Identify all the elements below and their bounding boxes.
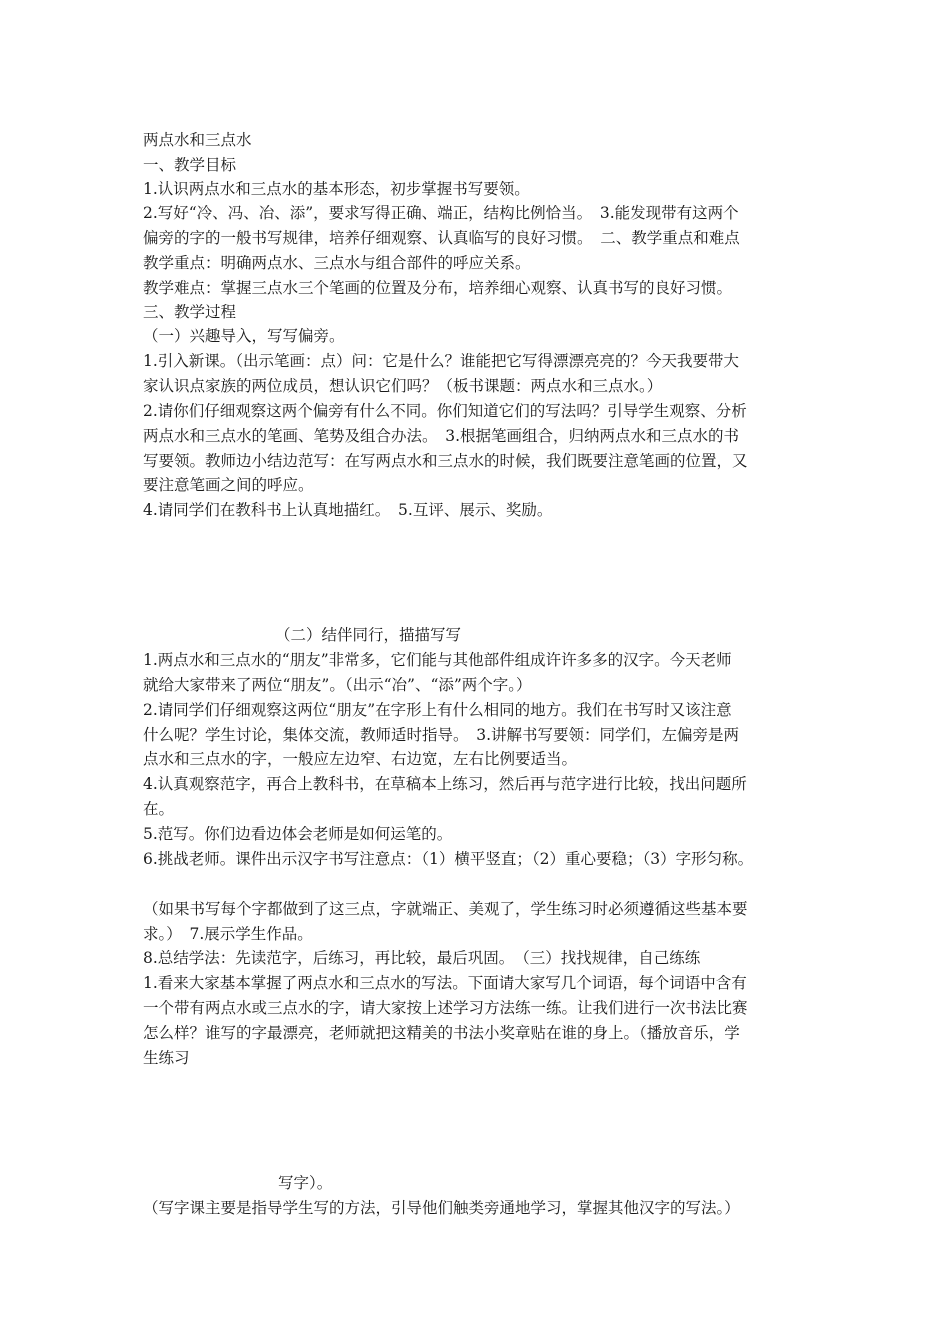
paragraph-line: 1.看来大家基本掌握了两点水和三点水的写法。下面请大家写几个词语，每个词语中含有: [143, 974, 747, 992]
closing-note: （写字课主要是指导学生写的方法，引导他们触类旁通地学习，掌握其他汉字的写法。）: [143, 1199, 740, 1217]
paragraph-line: 生练习: [143, 1049, 190, 1067]
paragraph-line: 1.两点水和三点水的“朋友”非常多，它们能与其他部件组成许许多多的汉字。今天老师: [143, 651, 732, 669]
paragraph-line: 求。） 7.展示学生作品。: [143, 925, 313, 943]
subsection-heading: （一）兴趣导入，写写偏旁。: [143, 327, 345, 345]
paragraph-line: 1.引入新课。（出示笔画：点）问：它是什么？谁能把它写得漂漂亮亮的？今天我要带大: [143, 352, 740, 370]
paragraph-line: 4.认真观察范字，再合上教科书，在草稿本上练习，然后再与范字进行比较，找出问题所: [143, 775, 747, 793]
paragraph-line: 就给大家带来了两位“朋友”。（出示“冶”、“添”两个字。）: [143, 676, 532, 694]
paragraph-line: 在。: [143, 800, 175, 818]
paragraph-line: （如果书写每个字都做到了这三点，字就端正、美观了，学生练习时必须遵循这些基本要: [143, 900, 748, 918]
paragraph-line: 写字）。: [278, 1174, 333, 1192]
paragraph-line: 要注意笔画之间的呼应。: [143, 476, 314, 494]
paragraph-line: 两点水和三点水的笔画、笔势及组合办法。 3.根据笔画组合，归纳两点水和三点水的书: [143, 427, 740, 445]
paragraph-line: 2.请同学们仔细观察这两位“朋友”在字形上有什么相同的地方。我们在书写时又该注意: [143, 701, 732, 719]
paragraph-line: 1.认识两点水和三点水的基本形态，初步掌握书写要领。: [143, 180, 530, 198]
paragraph-line: 家认识点家族的两位成员，想认识它们吗？（板书课题：两点水和三点水。）: [143, 377, 663, 395]
paragraph-line: 怎么样？谁写的字最漂亮，老师就把这精美的书法小奖章贴在谁的身上。（播放音乐，学: [143, 1024, 740, 1042]
paragraph-line: 教学重点：明确两点水、三点水与组合部件的呼应关系。: [143, 254, 531, 272]
section-heading: 三、教学过程: [143, 303, 237, 321]
paragraph-line: 2.写好“冷、冯、冶、添”，要求写得正确、端正，结构比例恰当。 3.能发现带有这两个: [143, 204, 739, 222]
document-title: 两点水和三点水: [143, 131, 252, 149]
paragraph-line: 4.请同学们在教科书上认真地描红。 5.互评、展示、奖励。: [143, 501, 553, 519]
paragraph-line: 2.请你们仔细观察这两个偏旁有什么不同。你们知道它们的写法吗？引导学生观察、分析: [143, 402, 747, 420]
paragraph-line: 偏旁的字的一般书写规律，培养仔细观察、认真临写的良好习惯。 二、教学重点和难点: [143, 229, 740, 247]
paragraph-line: 8.总结学法：先读范字，后练习，再比较，最后巩固。 （三）找找规律，自己练练: [143, 949, 701, 967]
section-heading: 一、教学目标: [143, 156, 237, 174]
paragraph-line: 教学难点：掌握三点水三个笔画的位置及分布，培养细心观察、认真书写的良好习惯。: [143, 279, 733, 297]
paragraph-line: 一个带有两点水或三点水的字，请大家按上述学习方法练一练。让我们进行一次书法比赛: [143, 999, 748, 1017]
paragraph-line: 写要领。教师边小结边范写：在写两点水和三点水的时候，我们既要注意笔画的位置，又: [143, 452, 748, 470]
paragraph-line: 6.挑战老师。课件出示汉字书写注意点：（1）横平竖直；（2）重心要稳；（3）字形匀称。: [143, 850, 754, 868]
subsection-heading: （二）结伴同行，描描写写: [275, 626, 462, 644]
paragraph-line: 点水和三点水的字，一般应左边窄、右边宽，左右比例要适当。: [143, 750, 578, 768]
paragraph-line: 什么呢？学生讨论，集体交流，教师适时指导。 3.讲解书写要领：同学们，左偏旁是两: [143, 726, 740, 744]
paragraph-line: 5.范写。你们边看边体会老师是如何运笔的。: [143, 825, 453, 843]
